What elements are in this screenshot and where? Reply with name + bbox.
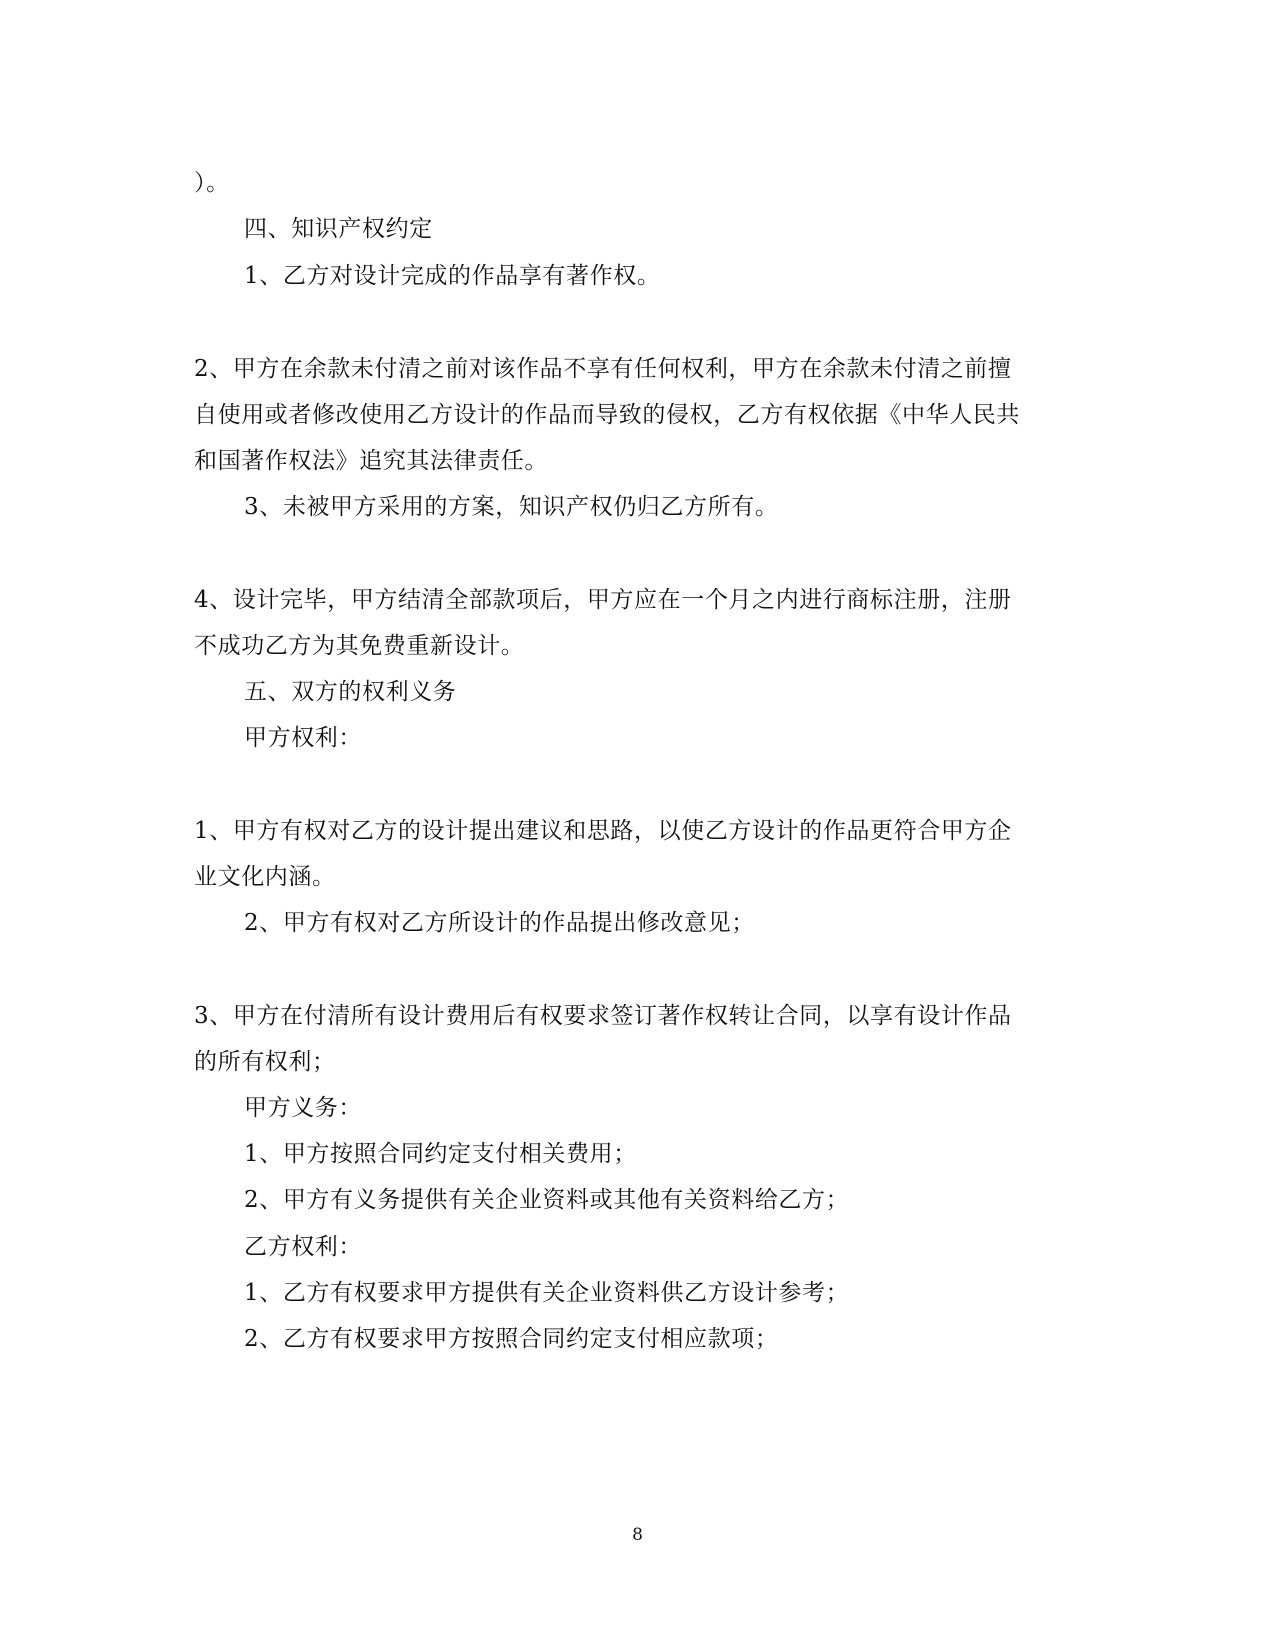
text-line: 不成功乙方为其免费重新设计。	[194, 633, 525, 659]
section-heading-ip: 四、知识产权约定	[244, 216, 433, 242]
text-line: 3、甲方在付清所有设计费用后有权要求签订著作权转让合同，以享有设计作品	[194, 1003, 1012, 1029]
text-line: 业文化内涵。	[194, 864, 336, 890]
text-line: 1、甲方有权对乙方的设计提出建议和思路，以使乙方设计的作品更符合甲方企	[194, 818, 1012, 844]
subheading-party-b-rights: 乙方权利：	[244, 1234, 362, 1260]
text-line: 的所有权利；	[194, 1049, 336, 1075]
text-line: 3、未被甲方采用的方案，知识产权仍归乙方所有。	[244, 494, 779, 520]
text-line: 和国著作权法》追究其法律责任。	[194, 448, 548, 474]
page-number: 8	[632, 1525, 643, 1545]
section-heading-rights: 五、双方的权利义务	[244, 679, 457, 705]
subheading-party-a-obligations: 甲方义务：	[244, 1095, 362, 1121]
text-line: 1、乙方对设计完成的作品享有著作权。	[244, 263, 661, 289]
text-line: 2、甲方在余款未付清之前对该作品不享有任何权利，甲方在余款未付清之前擅	[194, 356, 1012, 382]
text-line: 1、甲方按照合同约定支付相关费用；	[244, 1141, 637, 1167]
text-line: 2、甲方有权对乙方所设计的作品提出修改意见；	[244, 910, 755, 936]
text-line: ）。	[194, 170, 230, 196]
text-line: 4、设计完毕，甲方结清全部款项后，甲方应在一个月之内进行商标注册，注册	[194, 587, 1012, 613]
subheading-party-a-rights: 甲方权利：	[244, 725, 362, 751]
text-line: 2、乙方有权要求甲方按照合同约定支付相应款项；	[244, 1326, 779, 1352]
text-line: 自使用或者修改使用乙方设计的作品而导致的侵权，乙方有权依据《中华人民共	[194, 402, 1020, 428]
text-line: 2、甲方有义务提供有关企业资料或其他有关资料给乙方；	[244, 1187, 850, 1213]
text-line: 1、乙方有权要求甲方提供有关企业资料供乙方设计参考；	[244, 1280, 850, 1306]
